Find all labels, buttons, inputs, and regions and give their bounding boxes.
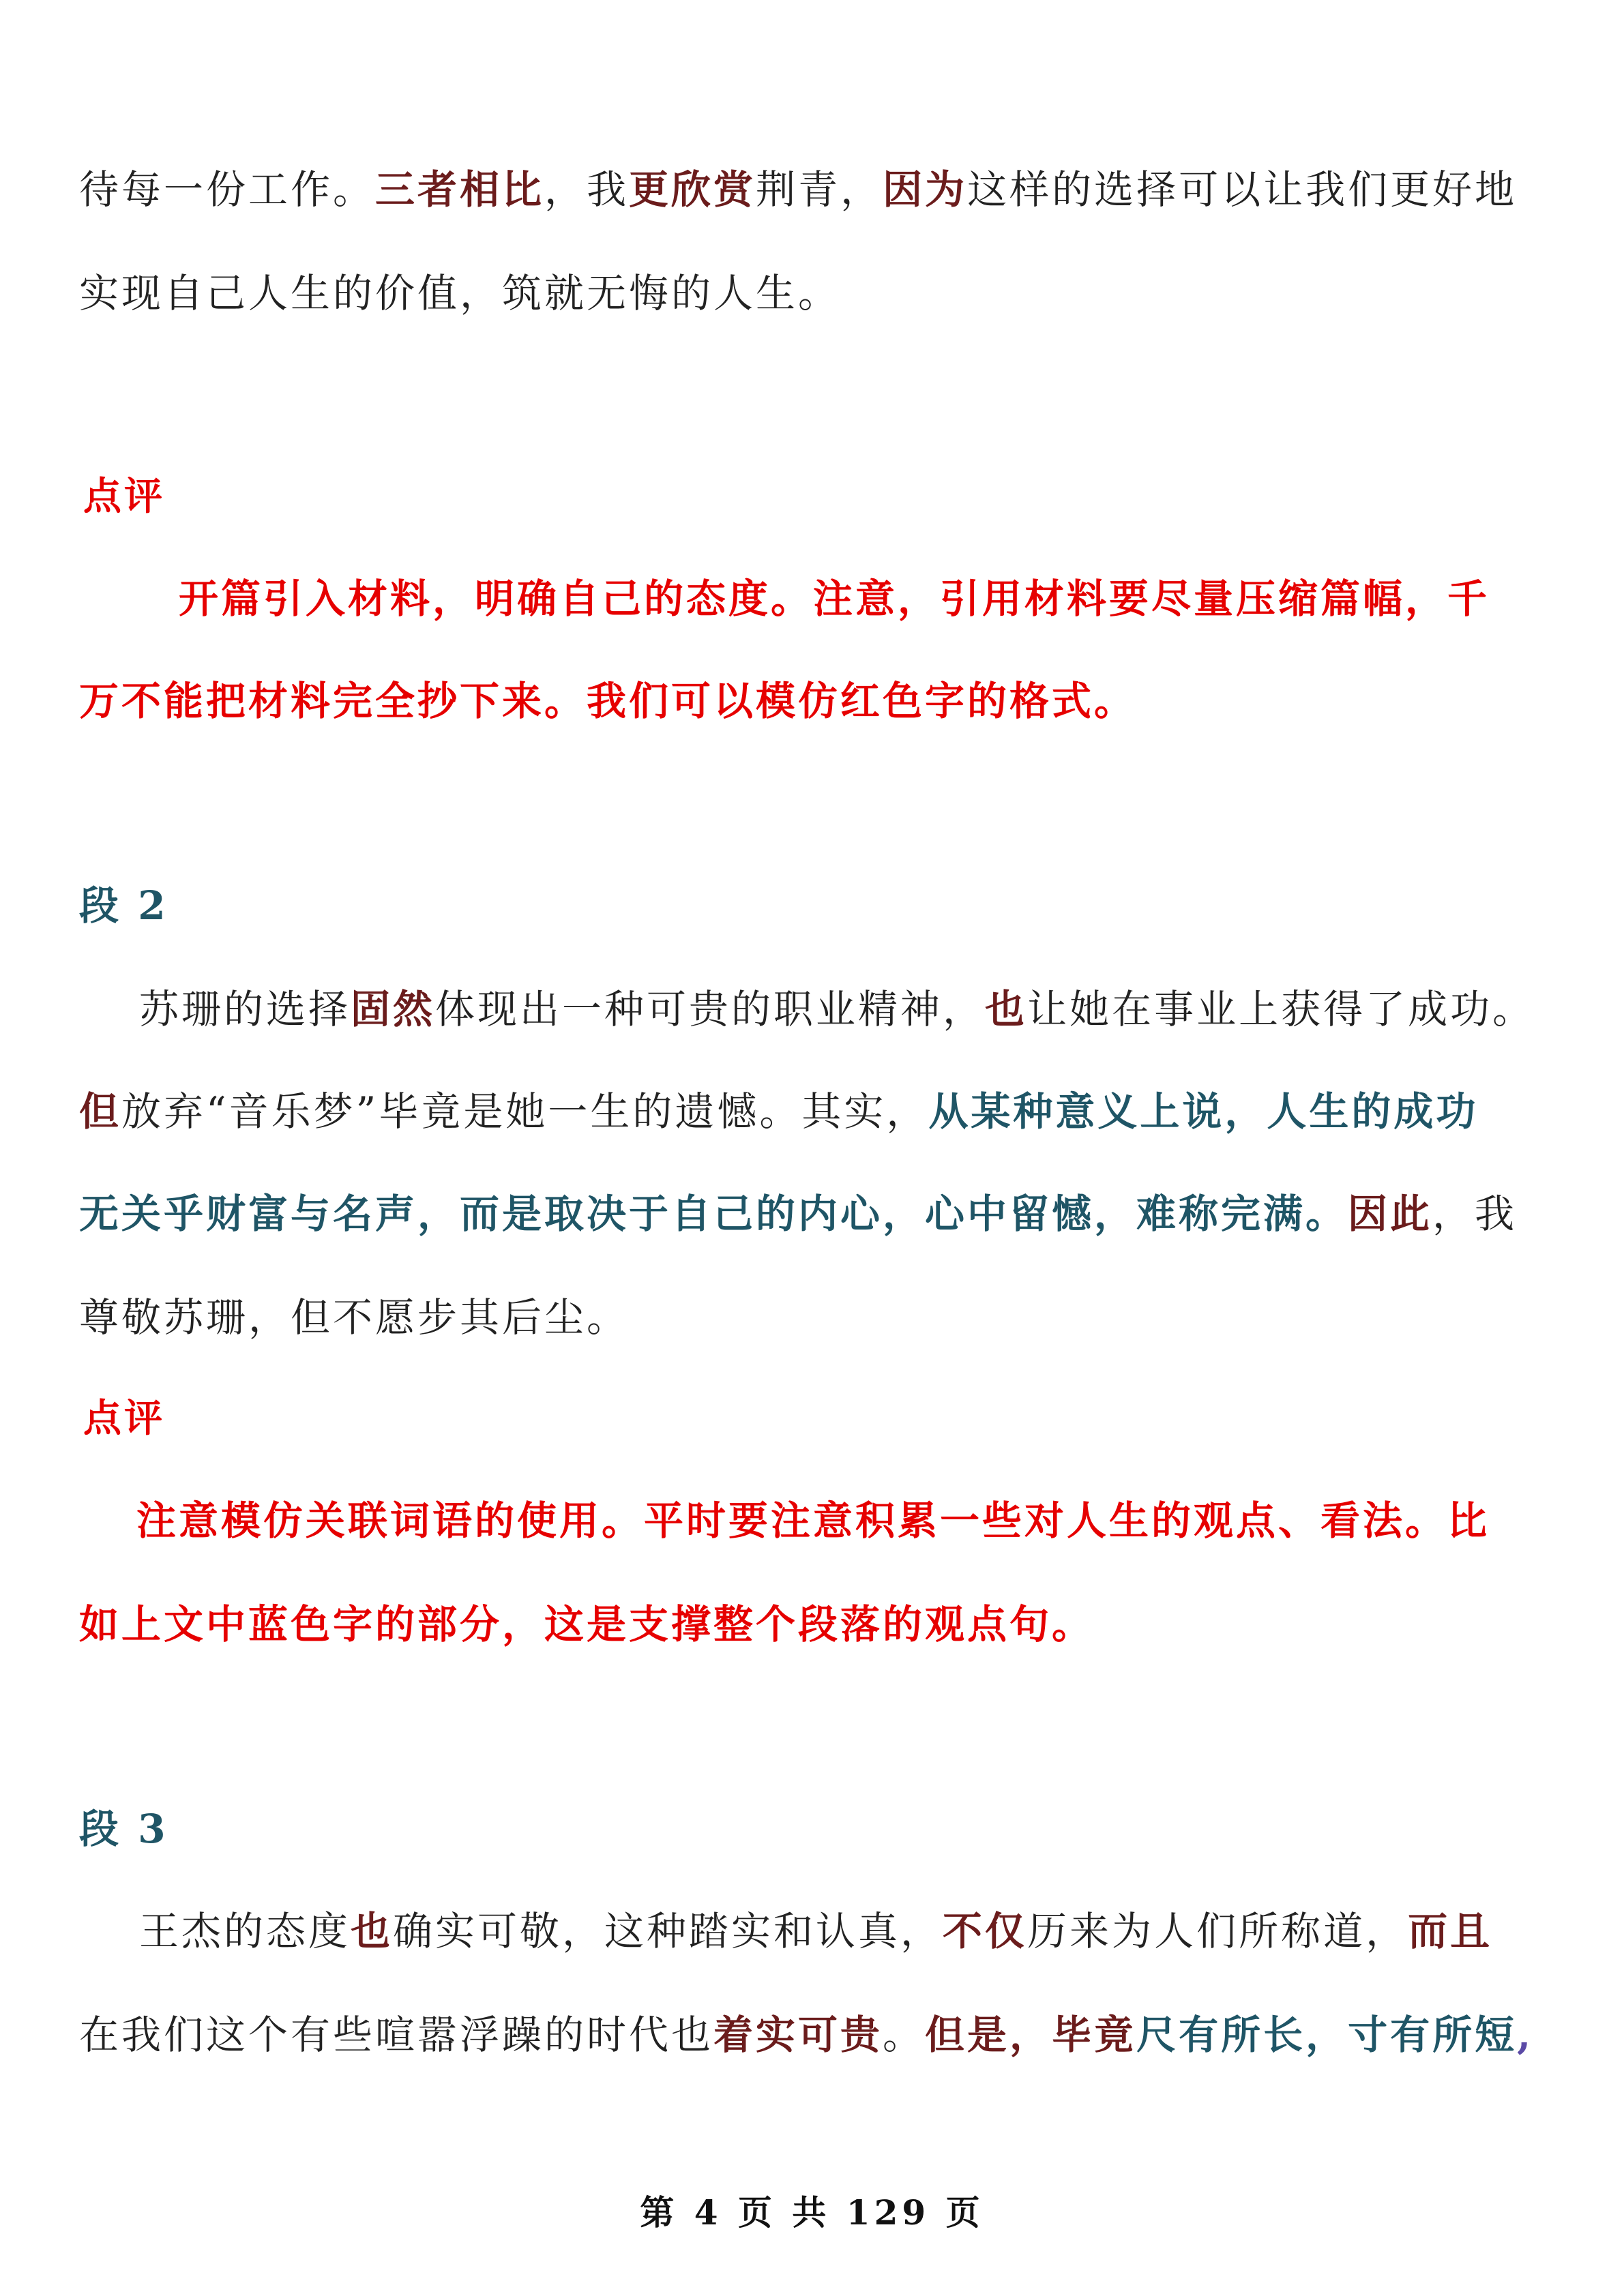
section-3-line-2 <box>79 2008 1552 2062</box>
text-run: 历来为人们所称道， <box>1027 1908 1408 1954</box>
text-run: 在我们这个有些喧嚣浮躁的时代也 <box>79 2012 714 2058</box>
connective-phrase: 因此 <box>1348 1191 1433 1237</box>
page-number-footer: 第 4 页 共 129 页 <box>640 2192 984 2233</box>
text-run: 待每一份工作。 <box>79 166 376 213</box>
section-2-line-1 <box>139 982 1612 1037</box>
section-2-line-4: 尊敬苏珊，但不愿步其后尘。 <box>79 1294 630 1341</box>
connective-phrase: 但 <box>79 1088 122 1135</box>
text-run: 确实可敬，这种踏实和认真， <box>393 1908 943 1954</box>
text-run: 。 <box>883 2012 926 2058</box>
connective-phrase: 三者相比 <box>375 166 545 213</box>
text-run: 王杰的态度 <box>139 1908 351 1954</box>
paragraph-1-line-1 <box>79 162 1552 217</box>
comment-heading: 点评 <box>83 474 165 519</box>
text-run: 体现出一种可贵的职业精神， <box>435 986 986 1032</box>
text-run: 放弃“音乐梦”毕竟是她一生的遗憾。其实， <box>121 1088 929 1135</box>
viewpoint-sentence: 从某种意义上说，人生的成功 <box>928 1088 1479 1135</box>
connective-phrase: 因为 <box>883 166 968 213</box>
comment-1-line-1: 开篇引入材料，明确自己的态度。注意，引用材料要尽量压缩篇幅，千 <box>179 576 1490 622</box>
section-2-line-2 <box>79 1084 1552 1139</box>
connective-phrase: 而且 <box>1408 1908 1493 1954</box>
text-run: , <box>1517 2012 1534 2058</box>
section-3-line-1 <box>139 1904 1612 1958</box>
comment-2-line-1: 注意模仿关联词语的使用。平时要注意积累一些对人生的观点、看法。比 <box>136 1497 1490 1544</box>
connective-phrase: 也 <box>985 986 1028 1032</box>
connective-phrase: 更欣赏 <box>629 166 756 213</box>
text-run: ，我 <box>1432 1191 1518 1237</box>
connective-phrase: 也 <box>351 1908 394 1954</box>
text-run: 苏珊的选择 <box>139 986 351 1032</box>
connective-phrase: 固然 <box>351 986 436 1032</box>
connective-phrase: 不仅 <box>943 1908 1028 1954</box>
connective-phrase: 但是，毕竟 <box>925 2012 1137 2058</box>
paragraph-1-line-2: 实现自己人生的价值，筑就无悔的人生。 <box>79 270 841 316</box>
text-run: 这样的选择可以让我们更好地 <box>967 166 1518 213</box>
viewpoint-sentence: 无关乎财富与名声，而是取决于自己的内心，心中留憾，难称完满。 <box>79 1191 1348 1237</box>
section-2-line-3 <box>79 1187 1552 1241</box>
viewpoint-sentence: 尺有所长，寸有所短 <box>1136 2012 1518 2058</box>
text-run: 荆青， <box>756 166 883 213</box>
comment-1-line-2: 万不能把材料完全抄下来。我们可以模仿红色字的格式。 <box>79 678 1137 724</box>
text-run: ，我 <box>544 166 630 213</box>
text-run: 让她在事业上获得了成功。 <box>1027 986 1535 1032</box>
connective-phrase: 着实可贵 <box>713 2012 883 2058</box>
comment-heading: 点评 <box>83 1396 165 1441</box>
comment-2-line-2: 如上文中蓝色字的部分，这是支撑整个段落的观点句。 <box>79 1601 1095 1648</box>
section-3-title: 段 3 <box>79 1806 168 1852</box>
section-2-title: 段 2 <box>79 882 168 929</box>
